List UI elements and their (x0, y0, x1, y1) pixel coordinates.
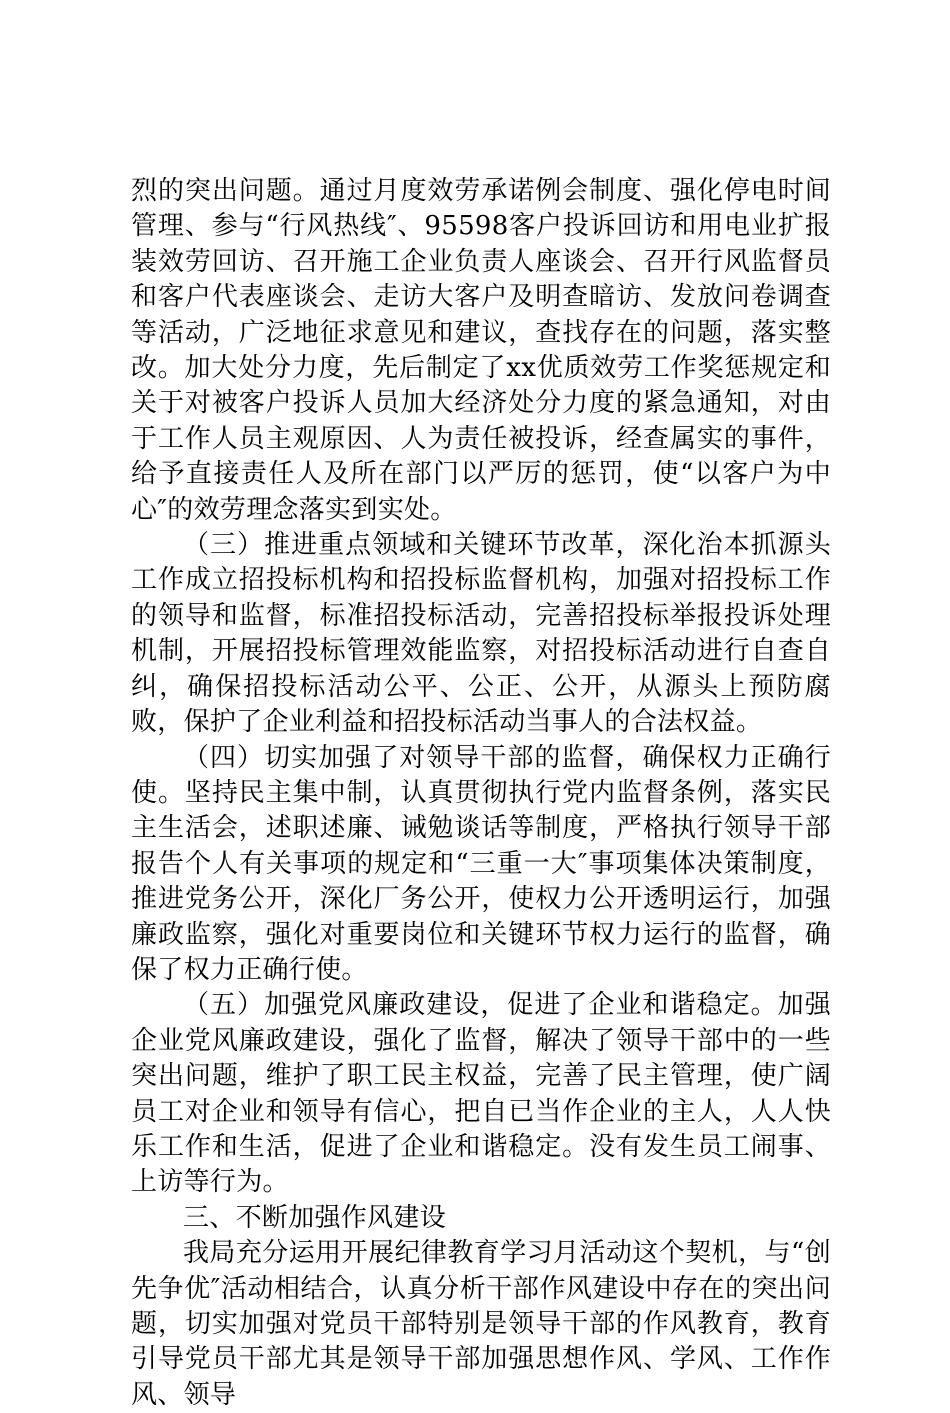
document-body (131, 174, 831, 1413)
paragraph-work-style: 我局充分运用开展纪律教育学习月活动这个契机，与“创先争优″活动相结合，认真分析干部作风建设中存在的突出问题，切实加强对党员干部特别是领导干部的作风教育，教育引导党员干部尤其是领导干部加强思想作风、学风、工作作风、领导 (131, 1238, 831, 1410)
paragraph-section-three: （三）推进重点领域和关键环节改革，深化治本抓源头工作成立招投标机构和招投标监督机构，加强对招投标工作的领导和监督，标准招投标活动，完善招投标举报投诉处理机制，开展招投标管理效能监察，对招投标活动进行自查自纠，确保招投标活动公平、公正、公开，从源头上预防腐败，保护了企业利益和招投标活动当事人的合法权益。 (131, 530, 831, 738)
paragraph-continuation: 烈的突出问题。通过月度效劳承诺例会制度、强化停电时间管理、参与“行风热线″、95598客户投诉回访和用电业扩报装效劳回访、召开施工企业负责人座谈会、召开行风监督员和客户代表座谈会、走访大客户及明查暗访、发放问卷调查等活动，广泛地征求意见和建议，查找存在的问题，落实整改。加大处分力度，先后制定了xx优质效劳工作奖惩规定和关于对被客户投诉人员加大经济处分力度的紧急通知，对由于工作人员主观原因、人为责任被投诉，经查属实的事件，给予直接责任人及所在部门以严厉的惩罚，使“以客户为中心″的效劳理念落实到实处。 (131, 176, 831, 525)
paragraph-section-four: （四）切实加强了对领导干部的监督，确保权力正确行使。坚持民主集中制，认真贯彻执行党内监督条例，落实民主生活会，述职述廉、诫勉谈话等制度，严格执行领导干部报告个人有关事项的规定和“三重一大″事项集体决策制度，推进党务公开，深化厂务公开，使权力公开透明运行，加强廉政监察，强化对重要岗位和关键环节权力运行的监督，确保了权力正确行使。 (131, 742, 831, 985)
paragraph-section-five: （五）加强党风廉政建设，促进了企业和谐稳定。加强企业党风廉政建设，强化了监督，解决了领导干部中的一些突出问题，维护了职工民主权益，完善了民主管理，使广阔员工对企业和领导有信心，把自已当作企业的主人，人人快乐工作和生活，促进了企业和谐稳定。没有发生员工闹事、上访等行为。 (131, 990, 831, 1198)
section-heading: 三、不断加强作风建设 (183, 1202, 447, 1233)
